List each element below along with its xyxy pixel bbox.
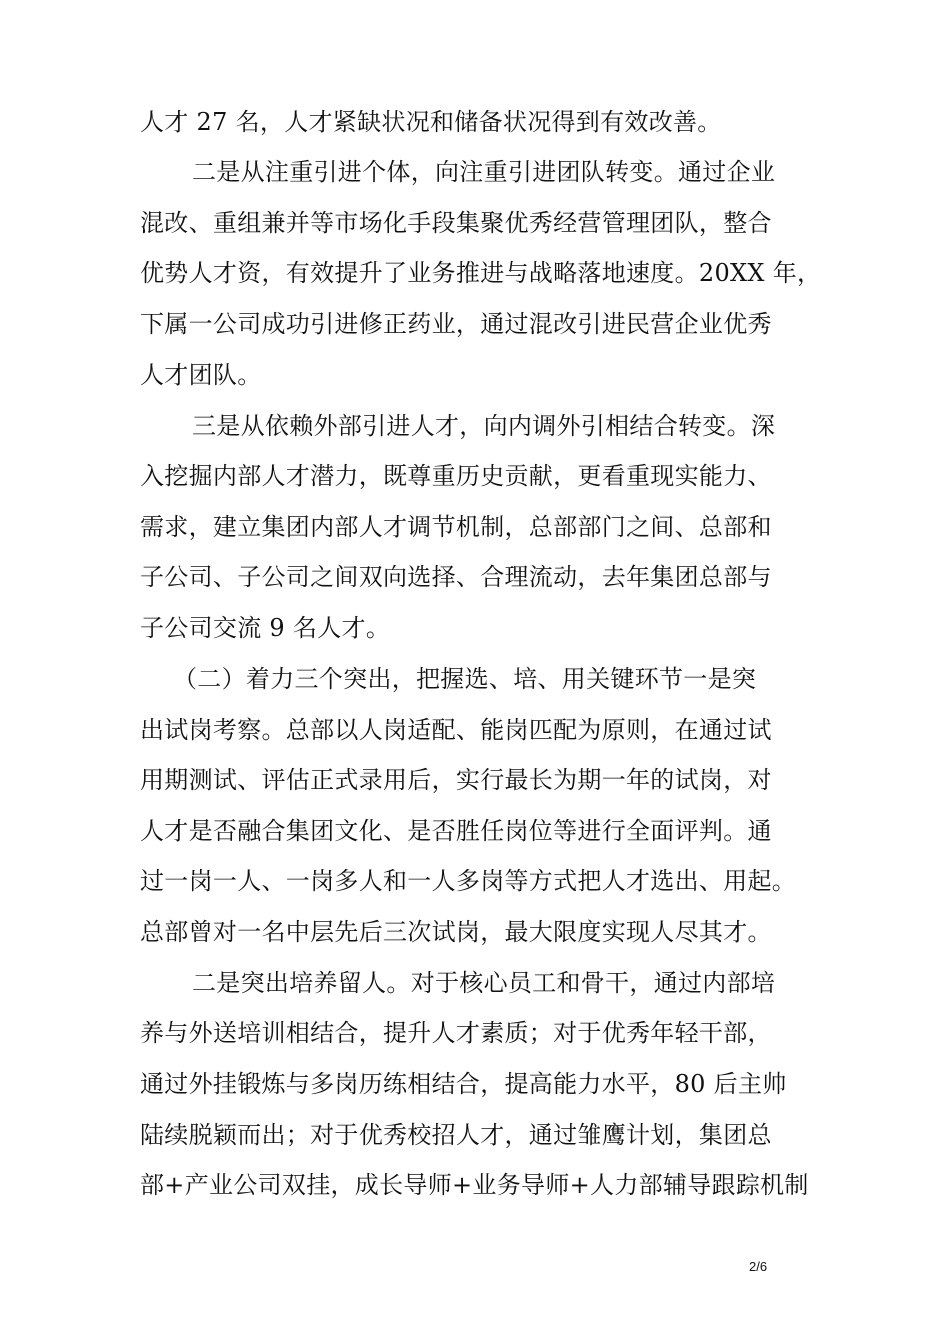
text-line-3: 混改、重组兼并等市场化手段集聚优秀经营管理团队，整合 — [140, 209, 772, 237]
text-line-11: 子公司交流 9 名人才。 — [140, 614, 391, 642]
text-line-5: 下属一公司成功引进修正药业，通过混改引进民营企业优秀 — [140, 310, 772, 338]
text-line-10: 子公司、子公司之间双向选择、合理流动，去年集团总部与 — [140, 563, 772, 591]
text-line-6: 人才团队。 — [140, 361, 262, 389]
text-line-9: 需求，建立集团内部人才调节机制，总部部门之间、总部和 — [140, 513, 772, 541]
text-line-2: 二是从注重引进个体，向注重引进团队转变。通过企业 — [192, 158, 776, 186]
text-line-12: （二）着力三个突出，把握选、培、用关键环节一是突 — [173, 665, 757, 693]
text-line-4: 优势人才资，有效提升了业务推进与战略落地速度。20XX 年， — [140, 259, 822, 287]
text-line-7: 三是从依赖外部引进人才，向内调外引相结合转变。深 — [192, 412, 776, 440]
text-line-22: 部+产业公司双挂，成长导师+业务导师+人力部辅导跟踪机制 — [140, 1171, 809, 1199]
text-line-18: 二是突出培养留人。对于核心员工和骨干，通过内部培 — [192, 969, 776, 997]
text-line-20: 通过外挂锻炼与多岗历练相结合，提高能力水平，80 后主帅 — [140, 1070, 787, 1098]
text-line-17: 总部曾对一名中层先后三次试岗，最大限度实现人尽其才。 — [140, 918, 772, 946]
text-line-19: 养与外送培训相结合，提升人才素质；对于优秀年轻干部， — [140, 1019, 772, 1047]
text-line-15: 人才是否融合集团文化、是否胜任岗位等进行全面评判。通 — [140, 817, 772, 845]
text-line-14: 用期测试、评估正式录用后，实行最长为期一年的试岗，对 — [140, 766, 772, 794]
text-line-8: 入挖掘内部人才潜力，既尊重历史贡献，更看重现实能力、 — [140, 462, 772, 490]
text-line-21: 陆续脱颖而出；对于优秀校招人才，通过雏鹰计划，集团总 — [140, 1121, 772, 1149]
text-line-16: 过一岗一人、一岗多人和一人多岗等方式把人才选出、用起。 — [140, 867, 797, 895]
text-line-13: 出试岗考察。总部以人岗适配、能岗匹配为原则，在通过试 — [140, 716, 772, 744]
page-number: 2/6 — [749, 1259, 768, 1274]
text-line-1: 人才 27 名，人才紧缺状况和储备状况得到有效改善。 — [140, 108, 722, 136]
